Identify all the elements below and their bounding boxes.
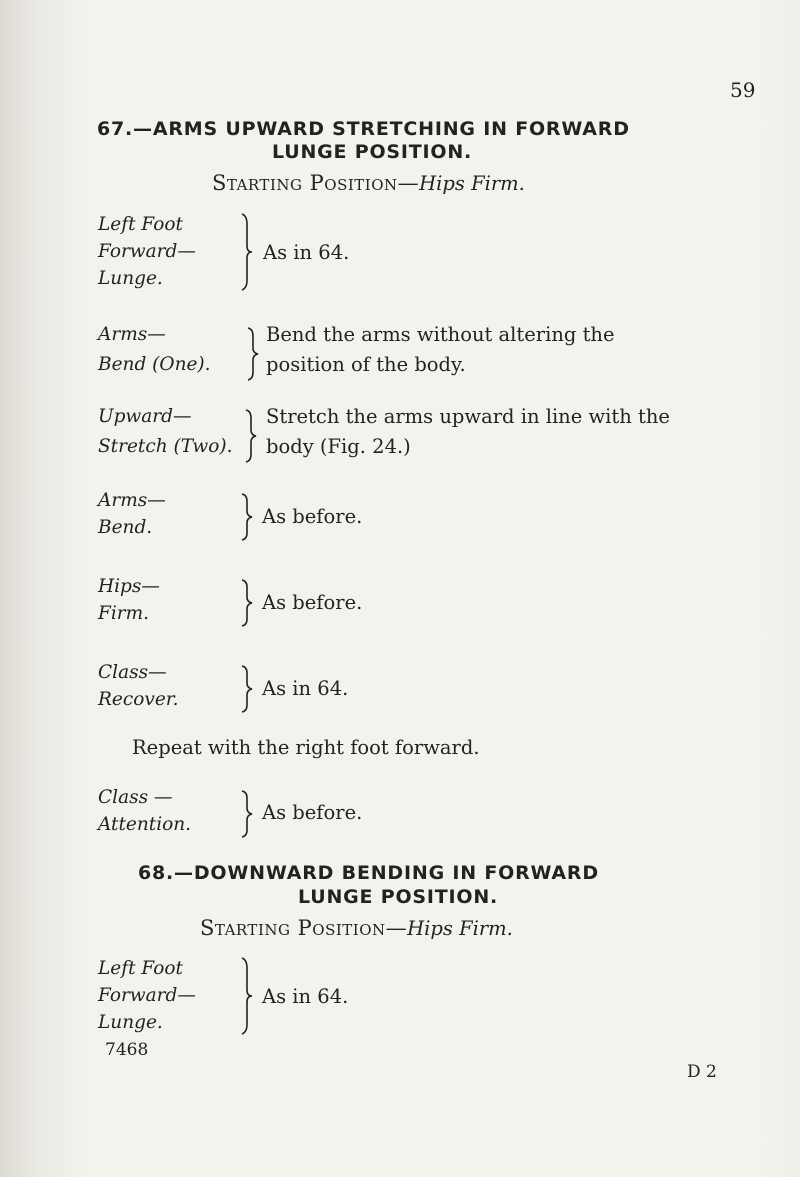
step-text-upward-stretch: Stretch the arms upward in line with the body (Fig. 24.)	[266, 405, 670, 458]
section-68-heading-line2: LUNGE POSITION.	[298, 886, 499, 908]
step-text-left-foot: As in 64.	[263, 241, 350, 264]
step-label-arms-bend-one: Arms— Bend (One).	[98, 324, 211, 375]
step-label-arms-bend: Arms— Bend.	[98, 490, 166, 538]
step-text-arms-bend-one: Bend the arms without altering the position of the body.	[266, 323, 615, 376]
step-text-hips-firm: As before.	[262, 591, 363, 614]
step-label-left-foot: Left Foot Forward— Lunge.	[98, 214, 196, 289]
section-68-starting-position	[200, 916, 513, 940]
right-brace-icon	[240, 956, 254, 1036]
starting-position-label: Starting Position—	[200, 916, 408, 940]
section-68-heading-line1: 68.—DOWNWARD BENDING IN FORWARD	[138, 862, 599, 884]
print-code: 7468	[105, 1040, 149, 1060]
right-brace-icon	[240, 578, 254, 628]
section-67-heading-line2: LUNGE POSITION.	[272, 141, 473, 163]
right-brace-icon	[246, 326, 260, 382]
signature-mark: D 2	[687, 1062, 717, 1082]
step-label-class-attention: Class — Attention.	[98, 787, 192, 835]
starting-position-value: Hips Firm.	[407, 917, 513, 940]
section-67-starting-position	[212, 171, 525, 195]
step-label-hips-firm: Hips— Firm.	[98, 576, 160, 624]
starting-position-value: Hips Firm.	[419, 172, 525, 195]
section-67-heading-line1: 67.—ARMS UPWARD STRETCHING IN FORWARD	[97, 118, 630, 140]
page-number: 59	[730, 78, 756, 102]
right-brace-icon	[240, 664, 254, 714]
step-text-class-attention: As before.	[262, 801, 363, 824]
step-label-class-recover: Class— Recover.	[98, 662, 179, 710]
section-68-step-text-left-foot: As in 64.	[262, 985, 349, 1008]
repeat-note: Repeat with the right foot forward.	[132, 736, 480, 759]
right-brace-icon	[240, 789, 254, 839]
section-68-step-label-left-foot: Left Foot Forward— Lunge.	[98, 958, 196, 1033]
starting-position-label: Starting Position—	[212, 171, 420, 195]
right-brace-icon	[240, 492, 254, 542]
step-text-arms-bend: As before.	[262, 505, 363, 528]
step-text-class-recover: As in 64.	[262, 677, 349, 700]
step-label-upward-stretch: Upward— Stretch (Two).	[98, 406, 233, 457]
right-brace-icon	[244, 408, 258, 464]
right-brace-icon	[240, 212, 254, 292]
